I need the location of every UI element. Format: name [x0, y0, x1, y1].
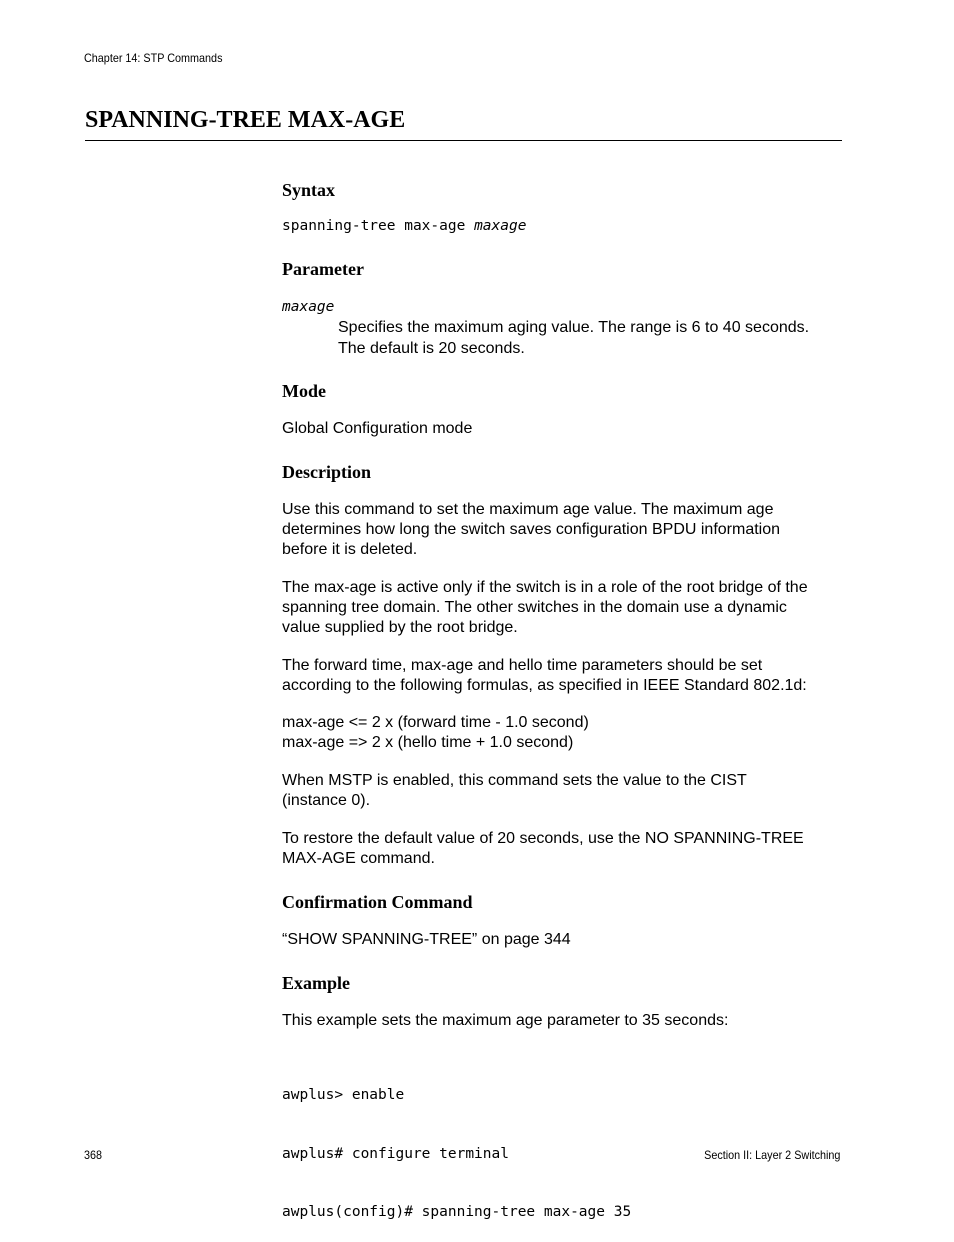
- syntax-heading: Syntax: [282, 180, 336, 200]
- code-line: awplus(config)# spanning-tree max-age 35: [282, 1204, 632, 1220]
- syntax-command-text: spanning-tree max-age: [282, 218, 475, 234]
- description-paragraph: The forward time, max-age and hello time parameters should be set according to the following formulas, as specified in IEEE Standard 802.1d:: [282, 657, 807, 694]
- section-footer: Section II: Layer 2 Switching: [703, 1148, 840, 1162]
- page-title: SPANNING-TREE MAX-AGE: [85, 107, 406, 133]
- mode-heading: Mode: [282, 381, 326, 401]
- code-line: awplus# configure terminal: [282, 1145, 509, 1162]
- description-paragraph: The max-age is active only if the switch is in a role of the root bridge of the spanning tree domain. The other switches in the domain use a dynamic value supplied by the root bridge.: [282, 579, 808, 636]
- description-paragraph: Use this command to set the maximum age value. The maximum age determines how long the switch saves configuration BPDU information before it is deleted.: [282, 501, 781, 558]
- confirmation-heading: Confirmation Command: [282, 892, 473, 912]
- title-rule: [85, 140, 842, 141]
- syntax-command: [282, 217, 526, 237]
- description-paragraph: When MSTP is enabled, this command sets the value to the CIST (instance 0).: [282, 772, 747, 809]
- parameter-heading: Parameter: [282, 259, 364, 279]
- example-text: This example sets the maximum age parameter to 35 seconds:: [282, 1012, 729, 1029]
- description-heading: Description: [282, 462, 371, 482]
- example-heading: Example: [282, 973, 351, 993]
- description-paragraph: To restore the default value of 20 seconds, use the NO SPANNING-TREE MAX-AGE command.: [282, 830, 804, 867]
- confirmation-link[interactable]: “SHOW SPANNING-TREE” on page 344: [282, 931, 571, 948]
- code-line: awplus> enable: [282, 1087, 405, 1103]
- running-header: Chapter 14: STP Commands: [84, 51, 223, 65]
- parameter-name: maxage: [282, 299, 335, 315]
- page-number: 368: [84, 1148, 103, 1162]
- mode-text: Global Configuration mode: [282, 420, 473, 437]
- formula-block: max-age <= 2 x (forward time - 1.0 second) max-age => 2 x (hello time + 1.0 second): [282, 714, 589, 751]
- example-code-block: [282, 1047, 631, 1242]
- parameter-description: Specifies the maximum aging value. The range is 6 to 40 seconds. The default is 20 seconds.: [338, 319, 810, 357]
- syntax-argument: maxage: [474, 218, 527, 234]
